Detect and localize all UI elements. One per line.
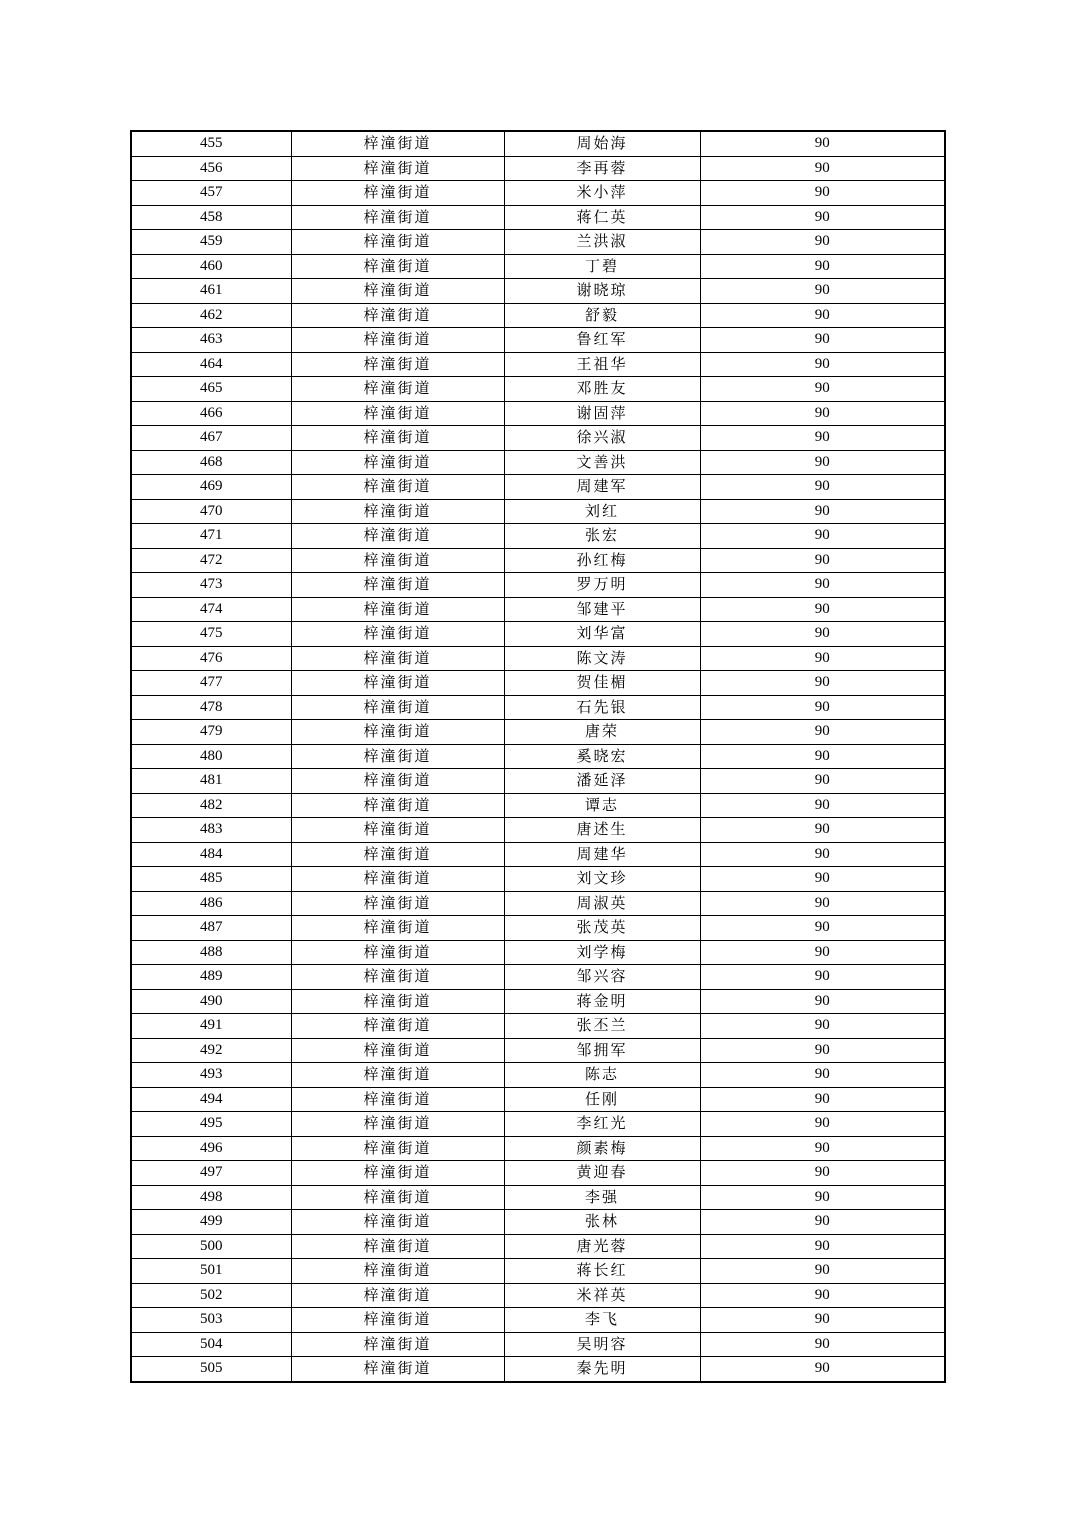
person-name-cell: 刘红: [504, 499, 700, 524]
score-cell: 90: [700, 1038, 945, 1063]
score-cell: 90: [700, 1259, 945, 1284]
score-cell: 90: [700, 475, 945, 500]
street-cell: 梓潼街道: [291, 1161, 504, 1186]
row-number-cell: 482: [131, 793, 291, 818]
row-number-cell: 475: [131, 622, 291, 647]
row-number-cell: 459: [131, 230, 291, 255]
score-cell: 90: [700, 377, 945, 402]
street-cell: 梓潼街道: [291, 671, 504, 696]
person-name-cell: 米小萍: [504, 181, 700, 206]
person-name-cell: 刘文珍: [504, 867, 700, 892]
row-number-cell: 467: [131, 426, 291, 451]
score-cell: 90: [700, 744, 945, 769]
row-number-cell: 462: [131, 303, 291, 328]
row-number-cell: 498: [131, 1185, 291, 1210]
row-number-cell: 484: [131, 842, 291, 867]
score-cell: 90: [700, 1185, 945, 1210]
score-cell: 90: [700, 891, 945, 916]
score-cell: 90: [700, 524, 945, 549]
person-name-cell: 蒋金明: [504, 989, 700, 1014]
row-number-cell: 472: [131, 548, 291, 573]
street-cell: 梓潼街道: [291, 1087, 504, 1112]
row-number-cell: 457: [131, 181, 291, 206]
person-name-cell: 奚晓宏: [504, 744, 700, 769]
person-name-cell: 王祖华: [504, 352, 700, 377]
row-number-cell: 487: [131, 916, 291, 941]
row-number-cell: 480: [131, 744, 291, 769]
score-cell: 90: [700, 1357, 945, 1382]
person-name-cell: 唐光蓉: [504, 1234, 700, 1259]
street-cell: 梓潼街道: [291, 1283, 504, 1308]
score-cell: 90: [700, 695, 945, 720]
person-name-cell: 潘延泽: [504, 769, 700, 794]
row-number-cell: 504: [131, 1332, 291, 1357]
table-row: [131, 916, 945, 941]
street-cell: 梓潼街道: [291, 230, 504, 255]
row-number-cell: 468: [131, 450, 291, 475]
street-cell: 梓潼街道: [291, 646, 504, 671]
street-cell: 梓潼街道: [291, 1185, 504, 1210]
roster-table-body: [131, 131, 945, 1382]
row-number-cell: 481: [131, 769, 291, 794]
score-cell: 90: [700, 597, 945, 622]
table-row: [131, 818, 945, 843]
table-row: [131, 622, 945, 647]
row-number-cell: 492: [131, 1038, 291, 1063]
street-cell: 梓潼街道: [291, 1210, 504, 1235]
street-cell: 梓潼街道: [291, 916, 504, 941]
row-number-cell: 473: [131, 573, 291, 598]
street-cell: 梓潼街道: [291, 1136, 504, 1161]
table-row: [131, 793, 945, 818]
score-cell: 90: [700, 156, 945, 181]
row-number-cell: 489: [131, 965, 291, 990]
score-cell: 90: [700, 426, 945, 451]
street-cell: 梓潼街道: [291, 989, 504, 1014]
street-cell: 梓潼街道: [291, 1357, 504, 1382]
street-cell: 梓潼街道: [291, 720, 504, 745]
person-name-cell: 秦先明: [504, 1357, 700, 1382]
street-cell: 梓潼街道: [291, 597, 504, 622]
table-row: [131, 303, 945, 328]
person-name-cell: 孙红梅: [504, 548, 700, 573]
score-cell: 90: [700, 1136, 945, 1161]
score-cell: 90: [700, 279, 945, 304]
street-cell: 梓潼街道: [291, 1038, 504, 1063]
table-row: [131, 524, 945, 549]
person-name-cell: 石先银: [504, 695, 700, 720]
street-cell: 梓潼街道: [291, 695, 504, 720]
score-cell: 90: [700, 1161, 945, 1186]
row-number-cell: 493: [131, 1063, 291, 1088]
person-name-cell: 陈文涛: [504, 646, 700, 671]
table-row: [131, 720, 945, 745]
table-row: [131, 867, 945, 892]
row-number-cell: 483: [131, 818, 291, 843]
street-cell: 梓潼街道: [291, 744, 504, 769]
table-row: [131, 891, 945, 916]
table-row: [131, 597, 945, 622]
score-cell: 90: [700, 499, 945, 524]
person-name-cell: 李飞: [504, 1308, 700, 1333]
street-cell: 梓潼街道: [291, 1308, 504, 1333]
street-cell: 梓潼街道: [291, 940, 504, 965]
street-cell: 梓潼街道: [291, 1063, 504, 1088]
table-row: [131, 965, 945, 990]
score-cell: 90: [700, 328, 945, 353]
table-row: [131, 1063, 945, 1088]
score-cell: 90: [700, 181, 945, 206]
score-cell: 90: [700, 1014, 945, 1039]
score-cell: 90: [700, 646, 945, 671]
row-number-cell: 501: [131, 1259, 291, 1284]
row-number-cell: 499: [131, 1210, 291, 1235]
score-cell: 90: [700, 965, 945, 990]
street-cell: 梓潼街道: [291, 401, 504, 426]
table-row: [131, 450, 945, 475]
person-name-cell: 米祥英: [504, 1283, 700, 1308]
street-cell: 梓潼街道: [291, 156, 504, 181]
street-cell: 梓潼街道: [291, 622, 504, 647]
street-cell: 梓潼街道: [291, 769, 504, 794]
row-number-cell: 474: [131, 597, 291, 622]
table-row: [131, 1283, 945, 1308]
score-cell: 90: [700, 818, 945, 843]
table-row: [131, 475, 945, 500]
street-cell: 梓潼街道: [291, 450, 504, 475]
score-cell: 90: [700, 548, 945, 573]
table-row: [131, 254, 945, 279]
row-number-cell: 488: [131, 940, 291, 965]
person-name-cell: 兰洪淑: [504, 230, 700, 255]
street-cell: 梓潼街道: [291, 328, 504, 353]
person-name-cell: 邹拥军: [504, 1038, 700, 1063]
score-cell: 90: [700, 1063, 945, 1088]
street-cell: 梓潼街道: [291, 377, 504, 402]
score-cell: 90: [700, 205, 945, 230]
table-row: [131, 499, 945, 524]
row-number-cell: 469: [131, 475, 291, 500]
table-row: [131, 181, 945, 206]
street-cell: 梓潼街道: [291, 131, 504, 156]
street-cell: 梓潼街道: [291, 279, 504, 304]
person-name-cell: 周始海: [504, 131, 700, 156]
person-name-cell: 舒毅: [504, 303, 700, 328]
street-cell: 梓潼街道: [291, 1234, 504, 1259]
score-cell: 90: [700, 1332, 945, 1357]
street-cell: 梓潼街道: [291, 548, 504, 573]
person-name-cell: 周淑英: [504, 891, 700, 916]
table-row: [131, 1014, 945, 1039]
table-row: [131, 1161, 945, 1186]
table-row: [131, 401, 945, 426]
row-number-cell: 456: [131, 156, 291, 181]
score-cell: 90: [700, 940, 945, 965]
row-number-cell: 461: [131, 279, 291, 304]
table-row: [131, 1210, 945, 1235]
street-cell: 梓潼街道: [291, 891, 504, 916]
row-number-cell: 500: [131, 1234, 291, 1259]
person-name-cell: 李强: [504, 1185, 700, 1210]
table-row: [131, 548, 945, 573]
person-name-cell: 文善洪: [504, 450, 700, 475]
person-name-cell: 周建华: [504, 842, 700, 867]
table-row: [131, 279, 945, 304]
street-cell: 梓潼街道: [291, 1332, 504, 1357]
row-number-cell: 494: [131, 1087, 291, 1112]
person-name-cell: 任刚: [504, 1087, 700, 1112]
row-number-cell: 502: [131, 1283, 291, 1308]
table-row: [131, 671, 945, 696]
table-row: [131, 744, 945, 769]
table-row: [131, 1087, 945, 1112]
score-cell: 90: [700, 450, 945, 475]
street-cell: 梓潼街道: [291, 965, 504, 990]
person-name-cell: 邹兴容: [504, 965, 700, 990]
street-cell: 梓潼街道: [291, 867, 504, 892]
person-name-cell: 张林: [504, 1210, 700, 1235]
person-name-cell: 刘学梅: [504, 940, 700, 965]
person-name-cell: 蒋仁英: [504, 205, 700, 230]
score-cell: 90: [700, 1308, 945, 1333]
person-name-cell: 周建军: [504, 475, 700, 500]
score-cell: 90: [700, 1112, 945, 1137]
score-cell: 90: [700, 622, 945, 647]
table-row: [131, 377, 945, 402]
person-name-cell: 刘华富: [504, 622, 700, 647]
person-name-cell: 张丕兰: [504, 1014, 700, 1039]
score-cell: 90: [700, 1283, 945, 1308]
table-row: [131, 842, 945, 867]
street-cell: 梓潼街道: [291, 352, 504, 377]
table-row: [131, 1332, 945, 1357]
person-name-cell: 鲁红军: [504, 328, 700, 353]
row-number-cell: 455: [131, 131, 291, 156]
table-row: [131, 131, 945, 156]
score-cell: 90: [700, 989, 945, 1014]
score-cell: 90: [700, 131, 945, 156]
table-row: [131, 769, 945, 794]
row-number-cell: 486: [131, 891, 291, 916]
table-row: [131, 1038, 945, 1063]
person-name-cell: 吴明容: [504, 1332, 700, 1357]
score-cell: 90: [700, 842, 945, 867]
score-cell: 90: [700, 230, 945, 255]
table-row: [131, 989, 945, 1014]
row-number-cell: 463: [131, 328, 291, 353]
street-cell: 梓潼街道: [291, 524, 504, 549]
score-cell: 90: [700, 401, 945, 426]
person-name-cell: 谢晓琼: [504, 279, 700, 304]
roster-table: [130, 130, 946, 1383]
score-cell: 90: [700, 793, 945, 818]
score-cell: 90: [700, 671, 945, 696]
person-name-cell: 罗万明: [504, 573, 700, 598]
street-cell: 梓潼街道: [291, 1014, 504, 1039]
table-row: [131, 1357, 945, 1382]
person-name-cell: 唐荣: [504, 720, 700, 745]
person-name-cell: 陈志: [504, 1063, 700, 1088]
table-row: [131, 573, 945, 598]
street-cell: 梓潼街道: [291, 1259, 504, 1284]
row-number-cell: 505: [131, 1357, 291, 1382]
person-name-cell: 唐述生: [504, 818, 700, 843]
table-row: [131, 646, 945, 671]
row-number-cell: 458: [131, 205, 291, 230]
street-cell: 梓潼街道: [291, 1112, 504, 1137]
street-cell: 梓潼街道: [291, 254, 504, 279]
table-row: [131, 230, 945, 255]
person-name-cell: 徐兴淑: [504, 426, 700, 451]
row-number-cell: 466: [131, 401, 291, 426]
street-cell: 梓潼街道: [291, 303, 504, 328]
table-row: [131, 1112, 945, 1137]
score-cell: 90: [700, 254, 945, 279]
score-cell: 90: [700, 1234, 945, 1259]
table-row: [131, 1136, 945, 1161]
person-name-cell: 蒋长红: [504, 1259, 700, 1284]
row-number-cell: 464: [131, 352, 291, 377]
person-name-cell: 谢固萍: [504, 401, 700, 426]
street-cell: 梓潼街道: [291, 181, 504, 206]
person-name-cell: 丁碧: [504, 254, 700, 279]
street-cell: 梓潼街道: [291, 475, 504, 500]
row-number-cell: 495: [131, 1112, 291, 1137]
street-cell: 梓潼街道: [291, 205, 504, 230]
street-cell: 梓潼街道: [291, 793, 504, 818]
person-name-cell: 李再蓉: [504, 156, 700, 181]
person-name-cell: 谭志: [504, 793, 700, 818]
score-cell: 90: [700, 303, 945, 328]
row-number-cell: 470: [131, 499, 291, 524]
row-number-cell: 485: [131, 867, 291, 892]
table-row: [131, 328, 945, 353]
row-number-cell: 503: [131, 1308, 291, 1333]
score-cell: 90: [700, 916, 945, 941]
row-number-cell: 471: [131, 524, 291, 549]
row-number-cell: 477: [131, 671, 291, 696]
row-number-cell: 476: [131, 646, 291, 671]
person-name-cell: 李红光: [504, 1112, 700, 1137]
row-number-cell: 465: [131, 377, 291, 402]
table-row: [131, 695, 945, 720]
table-row: [131, 1308, 945, 1333]
score-cell: 90: [700, 573, 945, 598]
person-name-cell: 邹建平: [504, 597, 700, 622]
row-number-cell: 460: [131, 254, 291, 279]
person-name-cell: 邓胜友: [504, 377, 700, 402]
street-cell: 梓潼街道: [291, 426, 504, 451]
score-cell: 90: [700, 769, 945, 794]
street-cell: 梓潼街道: [291, 818, 504, 843]
person-name-cell: 张宏: [504, 524, 700, 549]
row-number-cell: 496: [131, 1136, 291, 1161]
street-cell: 梓潼街道: [291, 499, 504, 524]
row-number-cell: 479: [131, 720, 291, 745]
score-cell: 90: [700, 352, 945, 377]
table-row: [131, 1185, 945, 1210]
table-row: [131, 156, 945, 181]
score-cell: 90: [700, 720, 945, 745]
row-number-cell: 491: [131, 1014, 291, 1039]
person-name-cell: 贺佳楣: [504, 671, 700, 696]
table-row: [131, 1234, 945, 1259]
row-number-cell: 497: [131, 1161, 291, 1186]
street-cell: 梓潼街道: [291, 573, 504, 598]
table-row: [131, 1259, 945, 1284]
table-row: [131, 940, 945, 965]
score-cell: 90: [700, 1087, 945, 1112]
table-row: [131, 205, 945, 230]
person-name-cell: 张茂英: [504, 916, 700, 941]
row-number-cell: 490: [131, 989, 291, 1014]
score-cell: 90: [700, 867, 945, 892]
table-row: [131, 352, 945, 377]
score-cell: 90: [700, 1210, 945, 1235]
person-name-cell: 黄迎春: [504, 1161, 700, 1186]
row-number-cell: 478: [131, 695, 291, 720]
table-row: [131, 426, 945, 451]
person-name-cell: 颜素梅: [504, 1136, 700, 1161]
street-cell: 梓潼街道: [291, 842, 504, 867]
